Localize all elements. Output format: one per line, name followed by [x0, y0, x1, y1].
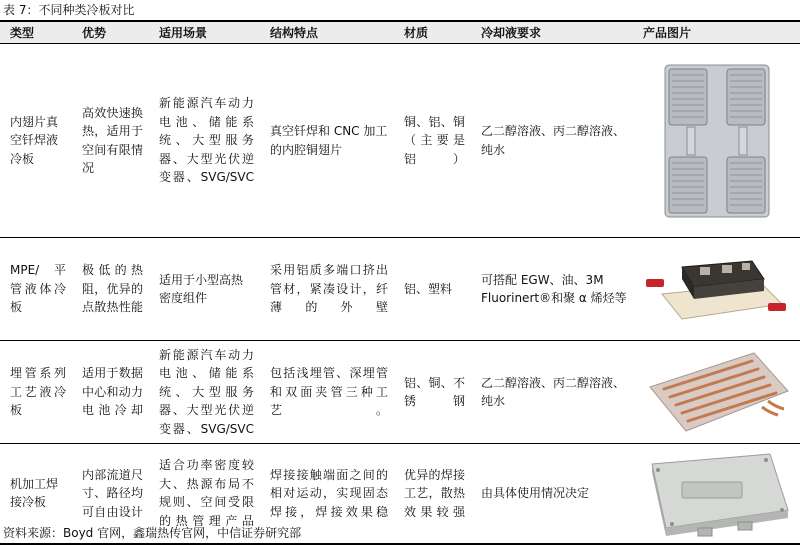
table-row — [0, 44, 800, 238]
cell-scenario: 适合功率密度较大、热源布局不规则、空间受限的热管理产品 — [149, 444, 260, 544]
cell-coolant: 乙二醇溶液、丙二醇溶液、纯水 — [471, 341, 633, 444]
header-type: 类型 — [0, 21, 72, 44]
table-row — [0, 238, 800, 341]
cell-coolant: 乙二醇溶液、丙二醇溶液、纯水 — [471, 44, 633, 238]
cell-advantage: 适用于数据中心和动力电池冷却 — [72, 341, 149, 444]
cell-coolant: 由具体使用情况决定 — [471, 444, 633, 544]
cell-type: 内翅片真空钎焊液冷板 — [0, 44, 72, 238]
cell-image — [633, 238, 800, 341]
header-image: 产品图片 — [633, 21, 800, 44]
cell-scenario: 适用于小型高热密度组件 — [149, 238, 260, 341]
table-row — [0, 341, 800, 444]
cell-material: 铝、塑料 — [394, 238, 471, 341]
header-coolant: 冷却液要求 — [471, 21, 633, 44]
header-structure: 结构特点 — [260, 21, 394, 44]
cell-type: 埋管系列工艺液冷板 — [0, 341, 72, 444]
header-scenario: 适用场景 — [149, 21, 260, 44]
cell-structure: 真空钎焊和 CNC 加工的内腔铜翅片 — [260, 44, 394, 238]
cell-coolant: 可搭配 EGW、油、3M Fluorinert®和聚 α 烯烃等 — [471, 238, 633, 341]
cell-image — [633, 44, 800, 238]
embedded-tube-cold-plate-icon — [642, 347, 792, 437]
header-material: 材质 — [394, 21, 471, 44]
vacuum-brazed-cold-plate-icon — [657, 61, 777, 221]
cell-type: MPE/ 平管液体冷板 — [0, 238, 72, 341]
cell-structure: 包括浅埋管、深埋管和双面夹管三种工艺。 — [260, 341, 394, 444]
comparison-table — [0, 20, 800, 545]
header-advantage: 优势 — [72, 21, 149, 44]
cell-image — [633, 341, 800, 444]
cell-scenario: 新能源汽车动力电池、储能系统、大型服务器、大型光伏逆变器、SVG/SVC — [149, 341, 260, 444]
cell-image — [633, 444, 800, 544]
cell-type: 机加工焊接冷板 — [0, 444, 72, 544]
cell-structure: 焊接接触端面之间的相对运动，实现固态焊接，焊接效果稳 — [260, 444, 394, 544]
machined-welded-cold-plate-icon — [642, 448, 792, 538]
cell-advantage: 内部流道尺寸、路径均可自由设计 — [72, 444, 149, 544]
cell-material: 优异的焊接工艺，散热效果较强 — [394, 444, 471, 544]
cell-material: 铝、铜、不锈钢 — [394, 341, 471, 444]
cell-material: 铜、铝、铜（主要是铝） — [394, 44, 471, 238]
cell-structure: 采用铝质多端口挤出管材，紧凑设计，纤薄的外壁 — [260, 238, 394, 341]
table-title: 表 7：不同种类冷板对比 — [3, 3, 135, 17]
source-note: 资料来源：Boyd 官网，鑫瑞热传官网，中信证券研究部 — [3, 526, 302, 540]
header-row — [0, 21, 800, 44]
cell-advantage: 高效快速换热，适用于空间有限情况 — [72, 44, 149, 238]
mpe-flat-tube-cold-plate-icon — [642, 249, 792, 329]
cell-advantage: 极低的热阻，优异的点散热性能 — [72, 238, 149, 341]
cell-scenario: 新能源汽车动力电池、储能系统、大型服务器、大型光伏逆变器、SVG/SVC — [149, 44, 260, 238]
